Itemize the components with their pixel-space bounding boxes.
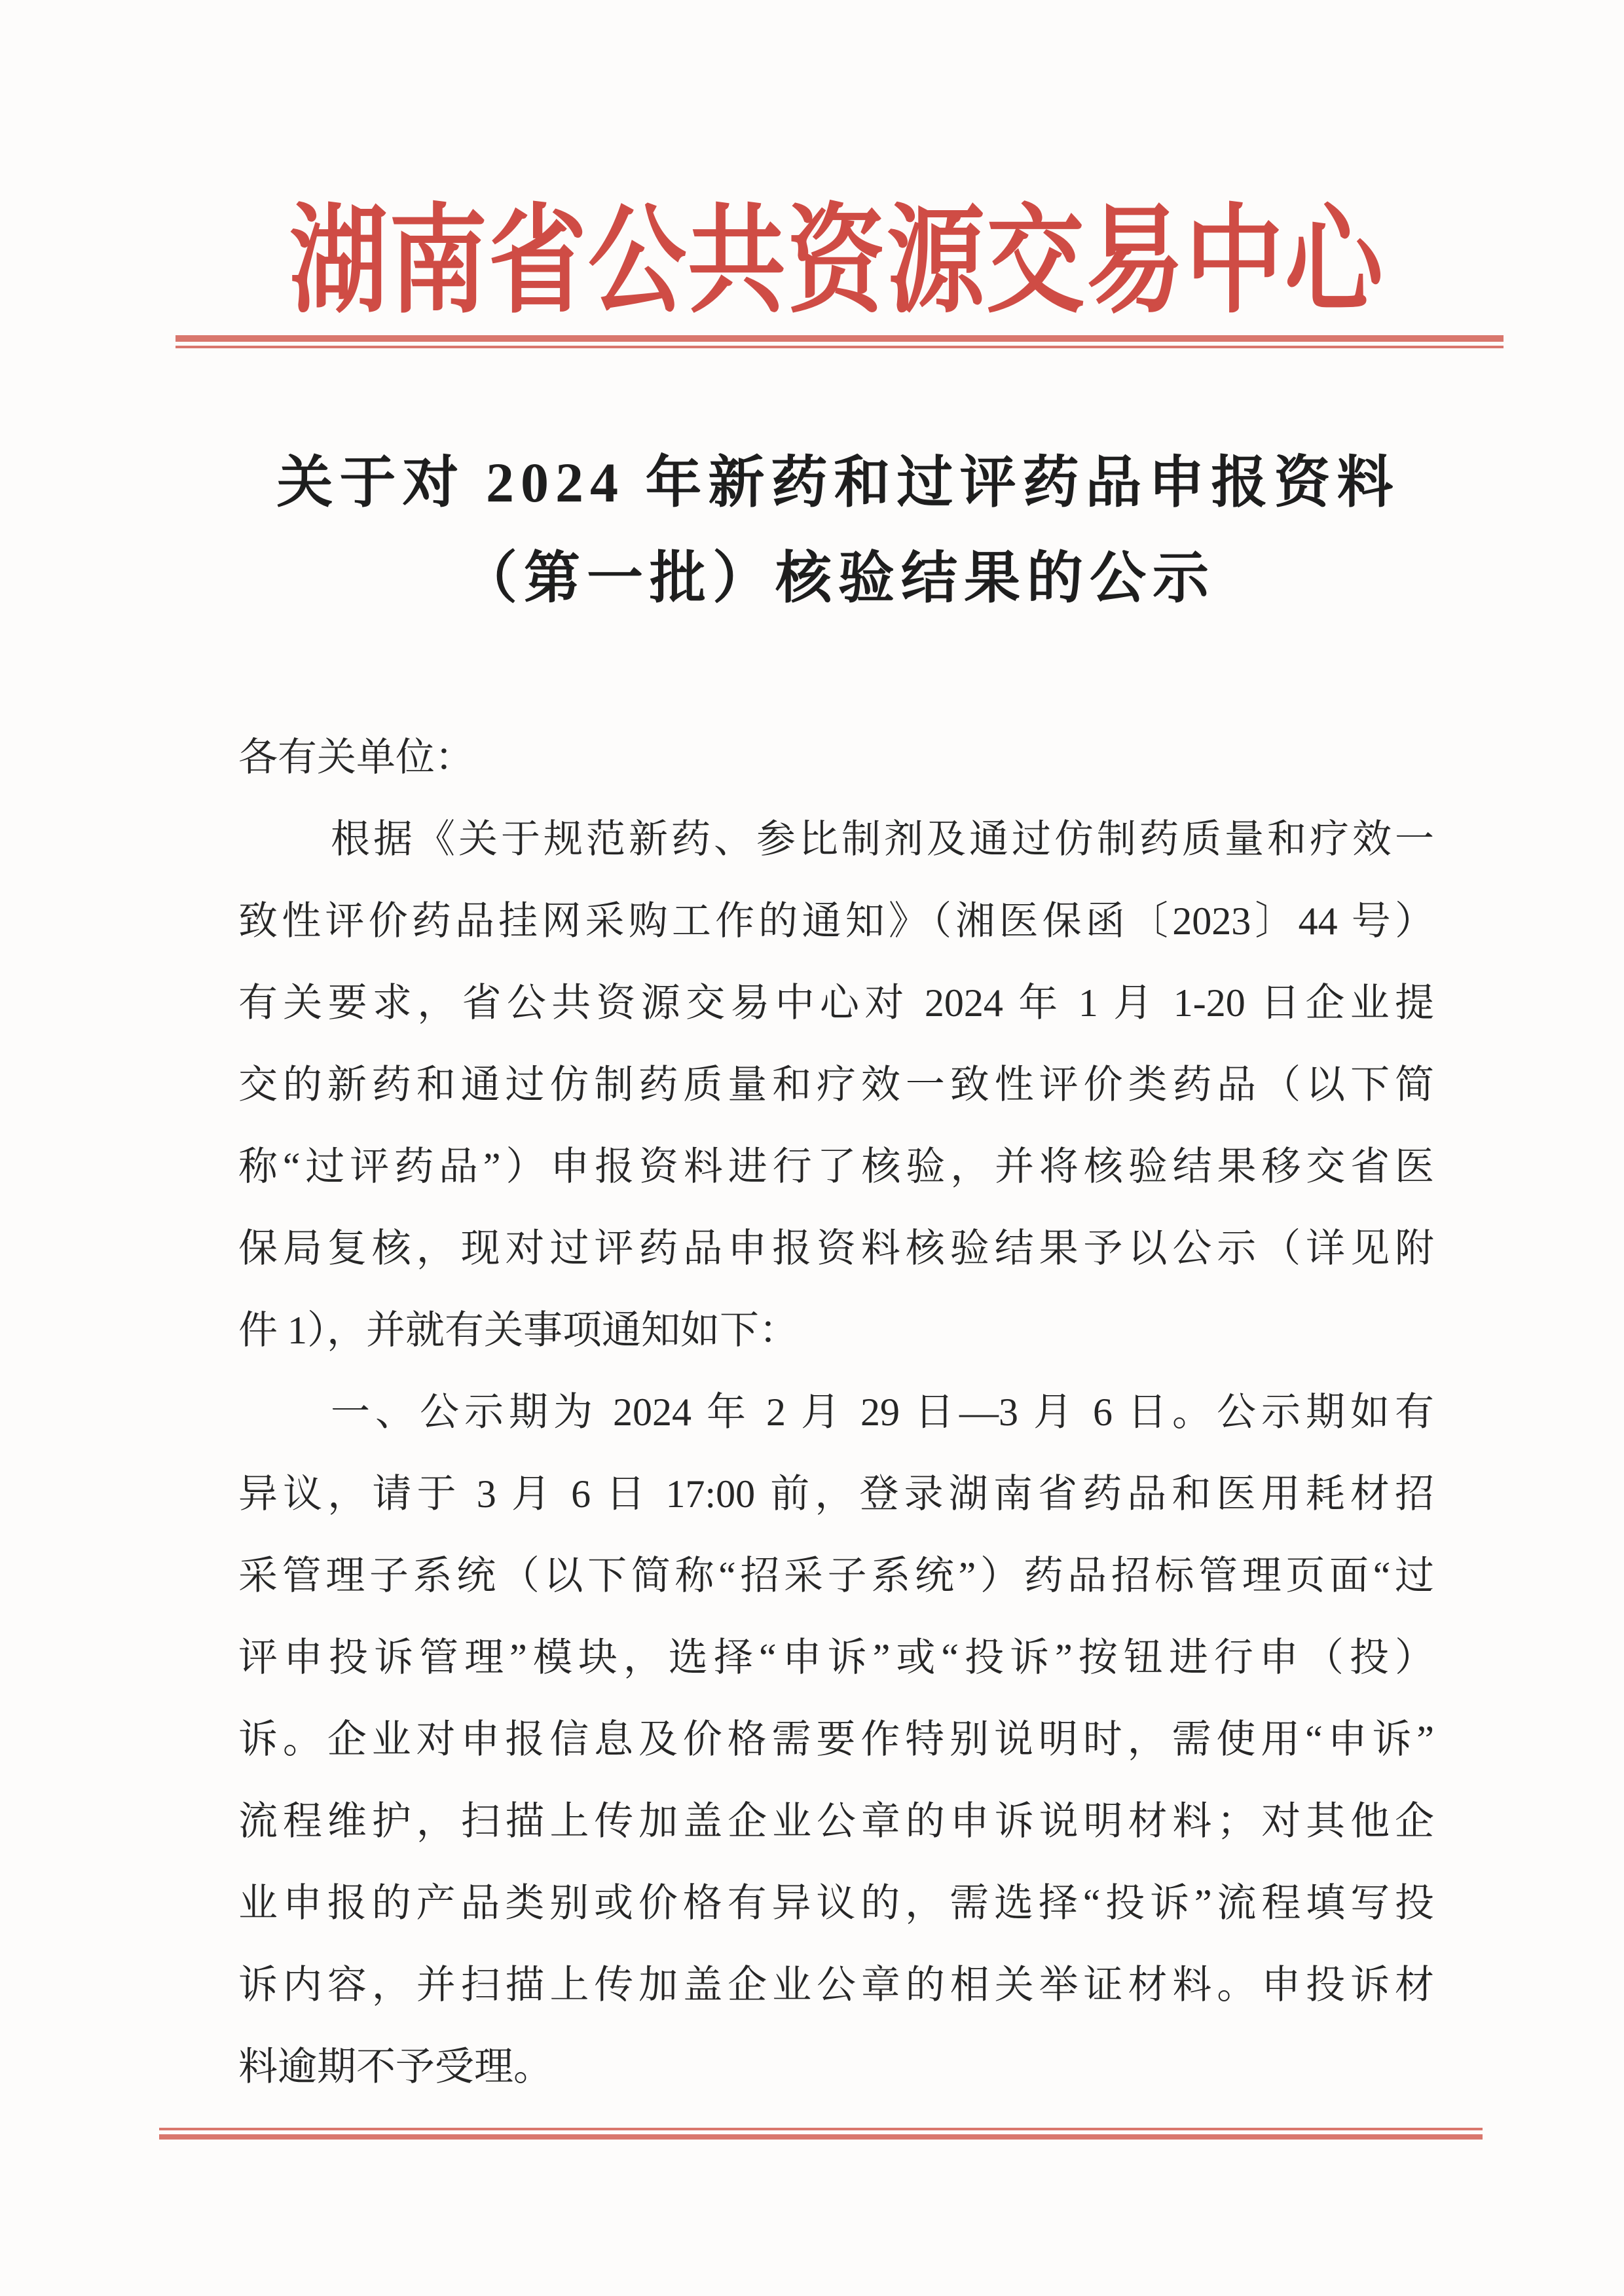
footer-red-rule-thin: [159, 2128, 1483, 2130]
paragraph-line: 料逾期不予受理。: [238, 2045, 553, 2088]
header-red-rule-thin: [175, 346, 1504, 348]
paragraph-line: 致性评价药品挂网采购工作的通知》（湘医保函〔2023〕44 号）: [238, 900, 1434, 943]
issuing-organization-header: 湖南省公共资源交易中心: [289, 191, 1384, 330]
paragraph-line: 业申报的产品类别或价格有异议的，需选择“投诉”流程填写投: [238, 1882, 1434, 1925]
footer-red-rule-thick: [159, 2134, 1483, 2140]
paragraph-line: 诉内容，并扫描上传加盖企业公章的相关举证材料。申投诉材: [238, 1963, 1434, 2007]
paragraph-line: 一、公示期为 2024 年 2 月 29 日—3 月 6 日。公示期如有: [331, 1391, 1434, 1434]
paragraph-line: 异议，请于 3 月 6 日 17:00 前，登录湖南省药品和医用耗材招: [238, 1472, 1434, 1516]
paragraph-line: 有关要求，省公共资源交易中心对 2024 年 1 月 1-20 日企业提: [238, 981, 1434, 1025]
paragraph-line: 保局复核，现对过评药品申报资料核验结果予以公示（详见附: [238, 1227, 1434, 1270]
salutation: 各有关单位：: [238, 736, 474, 779]
paragraph-intro: [238, 799, 1434, 1372]
paragraph-line: 评申投诉管理”模块，选择“申诉”或“投诉”按钮进行申（投）: [238, 1636, 1434, 1679]
paragraph-line: 采管理子系统（以下简称“招采子系统”）药品招标管理页面“过: [238, 1554, 1434, 1597]
paragraph-line: 流程维护，扫描上传加盖企业公章的申诉说明材料；对其他企: [238, 1800, 1434, 1843]
header-red-rule-thick: [175, 335, 1504, 342]
paragraph-line: 称“过评药品”）申报资料进行了核验，并将核验结果移交省医: [238, 1145, 1434, 1188]
paragraph-line: 诉。企业对申报信息及价格需要作特别说明时，需使用“申诉”: [238, 1718, 1434, 1761]
paragraph-line: 交的新药和通过仿制药质量和疗效一致性评价类药品（以下简: [238, 1063, 1434, 1106]
paragraph-line: 根据《关于规范新药、参比制剂及通过仿制药质量和疗效一: [331, 818, 1434, 861]
paragraph-item-1: [238, 1372, 1434, 2108]
document-title-line-1: 关于对 2024 年新药和过评药品申报资料: [276, 451, 1400, 514]
document-body: [238, 717, 1434, 2108]
document-title-line-2: （第一批）核验结果的公示: [461, 547, 1215, 610]
paragraph-line: 件 1），并就有关事项通知如下：: [238, 1309, 798, 1352]
